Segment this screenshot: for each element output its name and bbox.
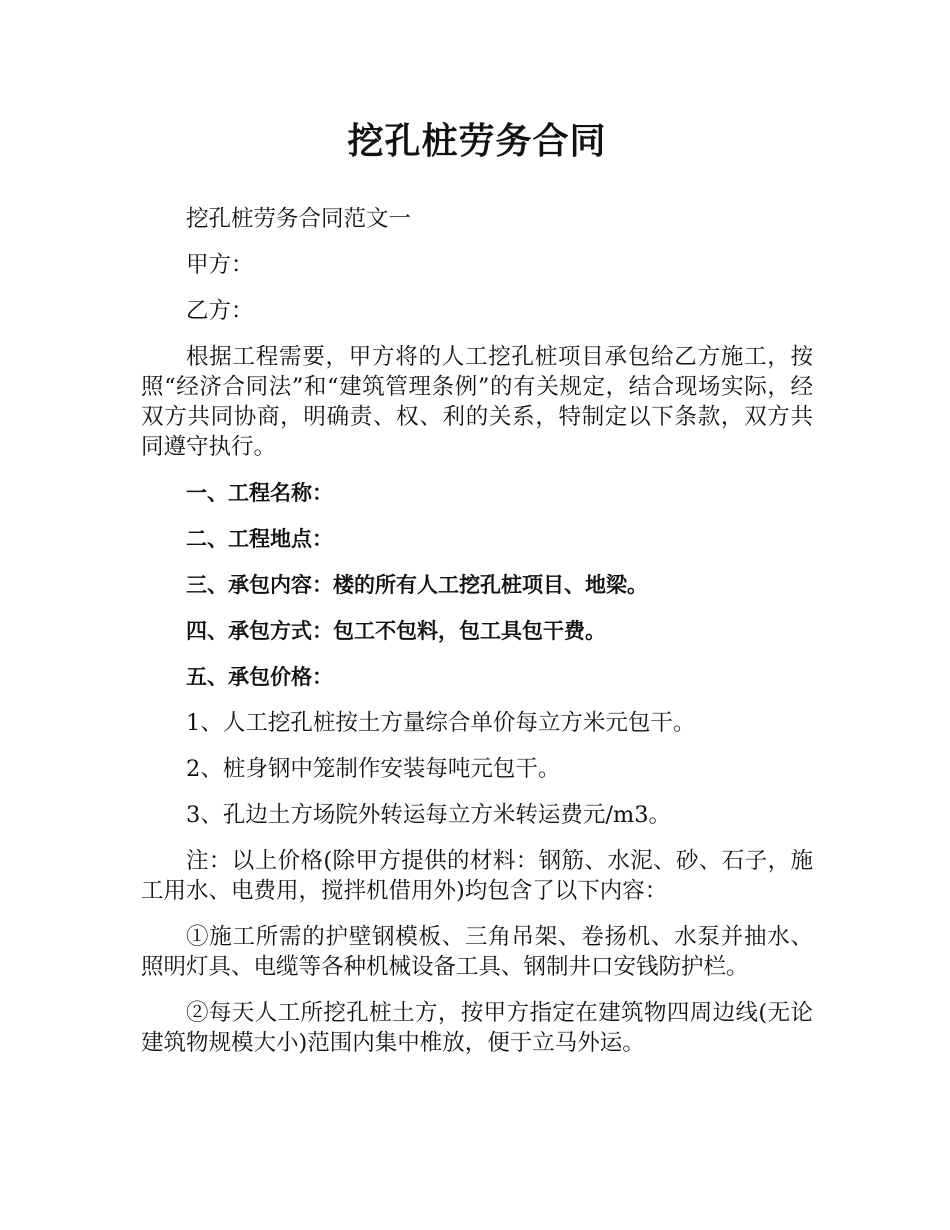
paragraph: 挖孔桩劳务合同范文一 (186, 206, 412, 232)
paragraph: 根据工程需要，甲方将的人工挖孔桩项目承包给乙方施工，按照“经济合同法”和“建筑管理条例”的有关规定，结合现场实际，经双方共同协商，明确责、权、利的关系，特制定以下条款，双方共同遵守执行。 (141, 344, 813, 460)
section-heading: 五、承包价格： (186, 665, 333, 689)
document-body (141, 204, 813, 1058)
party-b-label: 乙方： (186, 298, 254, 324)
document-title: 挖孔桩劳务合同 (347, 121, 607, 162)
document-page (141, 118, 813, 1074)
party-a-label: 甲方： (186, 252, 254, 278)
section-heading: 一、工程名称： (186, 481, 333, 505)
list-item: ②每天人工所挖孔桩土方，按甲方指定在建筑物四周边线(无论建筑物规模大小)范围内集中椎放，便于立马外运。 (141, 1000, 813, 1056)
section-heading: 四、承包方式：包工不包料，包工具包干费。 (186, 619, 606, 643)
note-paragraph: 注：以上价格(除甲方提供的材料：钢筋、水泥、砂、石子，施工用水、电费用，搅拌机借用外)均包含了以下内容： (141, 848, 813, 904)
list-item: 2、桩身钢中笼制作安装每吨元包干。 (186, 756, 561, 782)
section-heading: 二、工程地点： (186, 527, 333, 551)
list-item: ①施工所需的护壁钢模板、三角吊架、卷扬机、水泵并抽水、照明灯具、电缆等各种机械设备工具、钢制井口安钱防护栏。 (141, 924, 813, 980)
list-item: 1、人工挖孔桩按土方量综合单价每立方米元包干。 (186, 710, 696, 736)
section-heading: 三、承包内容：楼的所有人工挖孔桩项目、地梁。 (186, 573, 648, 597)
list-item: 3、孔边土方场院外转运每立方米转运费元/m3。 (186, 802, 672, 828)
